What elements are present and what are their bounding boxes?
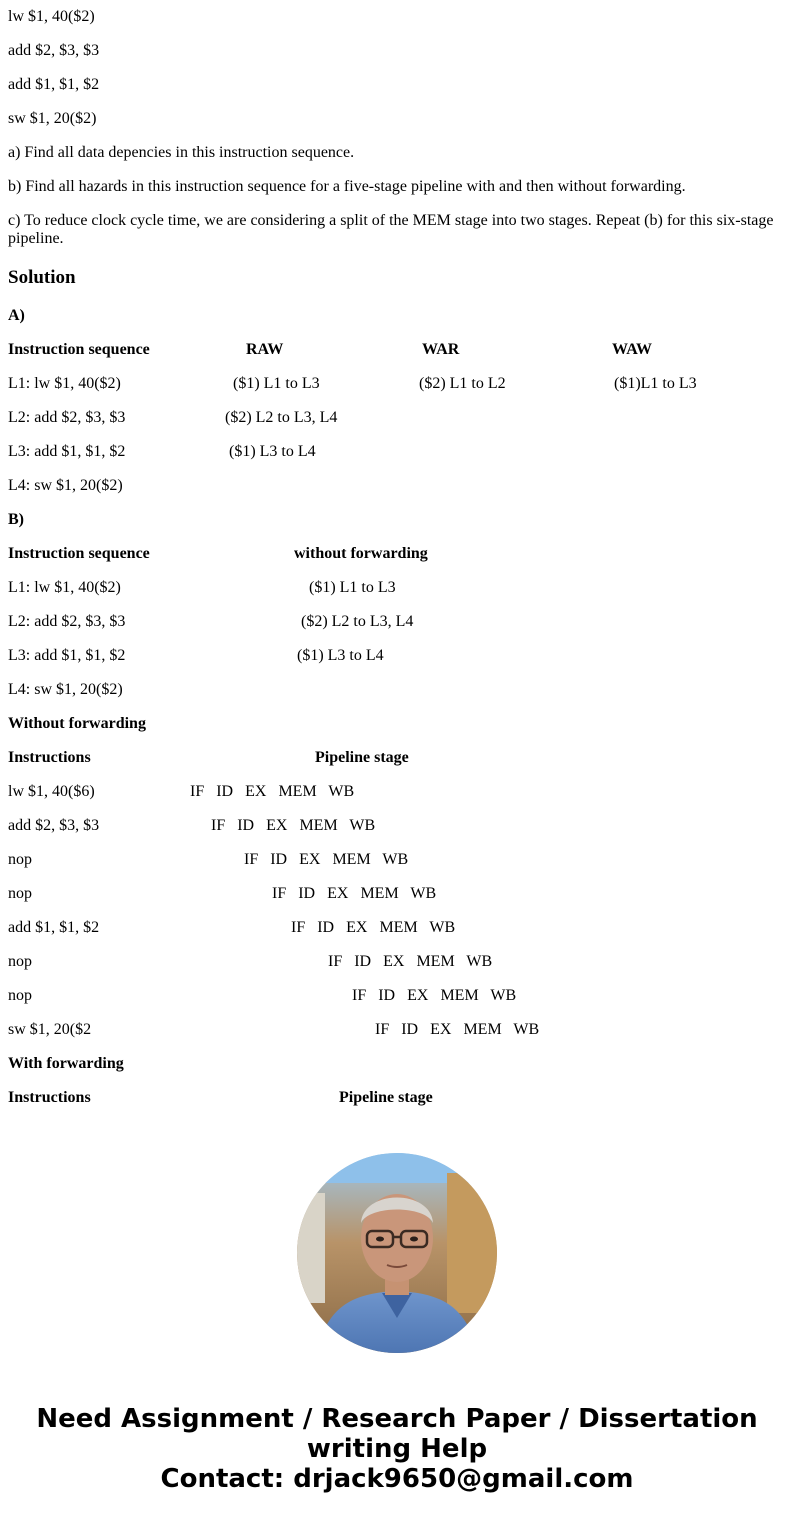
part-b-row-2-val: ($2) L2 to L3, L4: [301, 613, 414, 630]
part-a-row-1-waw: ($1)L1 to L3: [614, 375, 697, 392]
part-b-row-3-val: ($1) L3 to L4: [297, 647, 384, 664]
pipeline-row-6-instr: nop: [8, 953, 32, 970]
pipeline-row-8-instr: sw $1, 20($2: [8, 1021, 92, 1038]
pipeline-row-2-stages: IF ID EX MEM WB: [211, 817, 376, 834]
question-c: c) To reduce clock cycle time, we are considering a split of the MEM stage into two stages. Repeat (b) for this six-stage pipeline.: [8, 212, 774, 247]
pipeline-row-4-stages: IF ID EX MEM WB: [272, 885, 437, 902]
part-a-row-1-war: ($2) L1 to L2: [419, 375, 506, 392]
pipeline-row-1-stages: IF ID EX MEM WB: [190, 783, 355, 800]
with-forwarding-title: With forwarding: [8, 1055, 124, 1072]
code-line-2: add $2, $3, $3: [8, 42, 100, 59]
pipeline-row-5-stages: IF ID EX MEM WB: [291, 919, 456, 936]
footer-banner: [0, 1404, 794, 1494]
without-forwarding-header-stage: Pipeline stage: [315, 749, 409, 766]
with-forwarding-header-stage: Pipeline stage: [339, 1089, 433, 1106]
part-b-row-3-instr: L3: add $1, $1, $2: [8, 647, 126, 664]
pipeline-row-7-stages: IF ID EX MEM WB: [352, 987, 517, 1004]
code-line-4: sw $1, 20($2): [8, 110, 97, 127]
code-line-3: add $1, $1, $2: [8, 76, 100, 93]
part-b-header-without: without forwarding: [294, 545, 428, 562]
part-a-row-4-instr: L4: sw $1, 20($2): [8, 477, 123, 494]
part-b-row-2-instr: L2: add $2, $3, $3: [8, 613, 126, 630]
part-a-header-war: WAR: [422, 341, 460, 358]
pipeline-row-6-stages: IF ID EX MEM WB: [328, 953, 493, 970]
part-a-header-raw: RAW: [246, 341, 284, 358]
part-a-row-3-instr: L3: add $1, $1, $2: [8, 443, 126, 460]
part-b-row-1-val: ($1) L1 to L3: [309, 579, 396, 596]
footer-line-1: Need Assignment / Research Paper / Dissertation: [36, 1404, 758, 1434]
part-b-row-1-instr: L1: lw $1, 40($2): [8, 579, 121, 596]
without-forwarding-header-instr: Instructions: [8, 749, 91, 766]
part-a-row-2-raw: ($2) L2 to L3, L4: [225, 409, 338, 426]
pipeline-row-3-stages: IF ID EX MEM WB: [244, 851, 409, 868]
part-a-row-2-instr: L2: add $2, $3, $3: [8, 409, 126, 426]
pipeline-row-2-instr: add $2, $3, $3: [8, 817, 100, 834]
pipeline-row-7-instr: nop: [8, 987, 32, 1004]
without-forwarding-title: Without forwarding: [8, 715, 146, 732]
question-b: b) Find all hazards in this instruction sequence for a five-stage pipeline with and then without forwarding.: [8, 178, 686, 195]
part-b-row-4-instr: L4: sw $1, 20($2): [8, 681, 123, 698]
pipeline-row-1-instr: lw $1, 40($6): [8, 783, 95, 800]
pipeline-row-5-instr: add $1, $1, $2: [8, 919, 100, 936]
footer-contact[interactable]: Contact: drjack9650@gmail.com: [160, 1464, 634, 1494]
part-b-header-instr: Instruction sequence: [8, 545, 150, 562]
part-b-label: B): [8, 511, 24, 528]
part-a-header-instr: Instruction sequence: [8, 341, 150, 358]
author-photo: [297, 1153, 497, 1353]
code-line-1: lw $1, 40($2): [8, 8, 95, 25]
solution-heading: Solution: [8, 267, 76, 288]
pipeline-row-4-instr: nop: [8, 885, 32, 902]
part-a-row-1-raw: ($1) L1 to L3: [233, 375, 320, 392]
part-a-header-waw: WAW: [612, 341, 653, 358]
footer-line-2: writing Help: [306, 1434, 488, 1464]
part-a-label: A): [8, 307, 25, 324]
question-a: a) Find all data depencies in this instruction sequence.: [8, 144, 355, 161]
part-a-row-1-instr: L1: lw $1, 40($2): [8, 375, 121, 392]
pipeline-row-8-stages: IF ID EX MEM WB: [375, 1021, 540, 1038]
with-forwarding-header-instr: Instructions: [8, 1089, 91, 1106]
part-a-row-3-raw: ($1) L3 to L4: [229, 443, 316, 460]
pipeline-row-3-instr: nop: [8, 851, 32, 868]
